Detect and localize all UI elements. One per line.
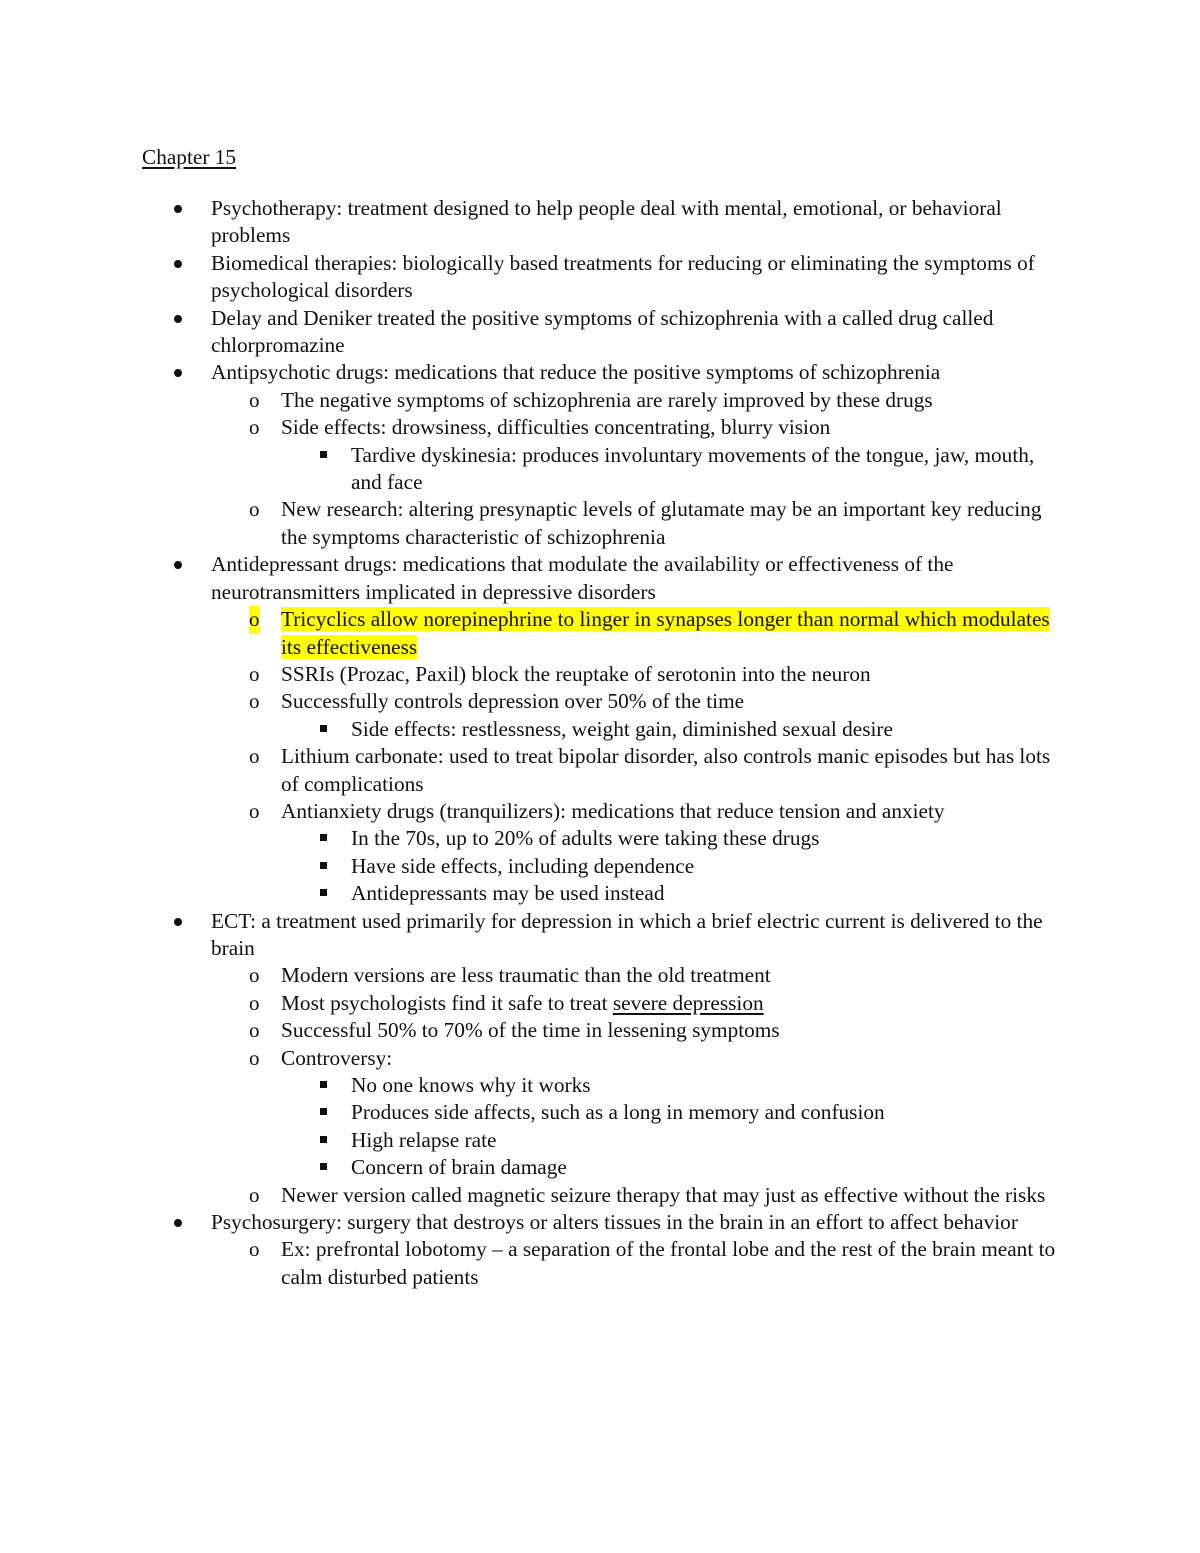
circle-bullet-icon: o xyxy=(249,606,260,633)
sub-sub-item xyxy=(281,880,1060,907)
bullet-icon xyxy=(174,315,182,323)
bullet-icon xyxy=(174,205,182,213)
square-bullet-icon xyxy=(320,862,327,869)
sub-item xyxy=(211,414,1060,496)
circle-bullet-icon: o xyxy=(249,744,260,769)
item-text: Modern versions are less traumatic than the old treatment xyxy=(281,963,771,988)
square-bullet-icon xyxy=(320,889,327,896)
sub-item xyxy=(211,1182,1060,1209)
item-text: New research: altering presynaptic levels of glutamate may be an important key reducing the symptoms characteristic of schizophrenia xyxy=(281,497,1042,549)
item-text: Antipsychotic drugs: medications that reduce the positive symptoms of schizophrenia xyxy=(211,360,941,385)
item-text: Ex: prefrontal lobotomy – a separation of the frontal lobe and the rest of the brain meant to calm disturbed patients xyxy=(281,1237,1056,1289)
item-text: Antidepressants may be used instead xyxy=(351,881,665,906)
circle-bullet-icon: o xyxy=(249,798,260,823)
sub-sub-item xyxy=(281,1127,1060,1154)
item-text: Biomedical therapies: biologically based treatments for reducing or eliminating the symptoms of psychological disorders xyxy=(211,250,1035,303)
bullet-icon xyxy=(174,918,182,926)
item-text: Delay and Deniker treated the positive symptoms of schizophrenia with a called drug called chlorpromazine xyxy=(211,305,994,358)
bullet-icon xyxy=(174,369,182,377)
circle-bullet-icon: o xyxy=(249,415,260,440)
item-text: Lithium carbonate: used to treat bipolar disorder, also controls manic episodes but has lots of complications xyxy=(281,744,1051,796)
square-bullet-icon xyxy=(320,834,327,841)
sub-list xyxy=(211,387,1060,551)
sub-item xyxy=(211,962,1060,989)
item-text: Tardive dyskinesia: produces involuntary movements of the tongue, jaw, mouth, and face xyxy=(351,442,1035,495)
item-text: Psychosurgery: surgery that destroys or alters tissues in the brain in an effort to affect behavior xyxy=(211,1210,1018,1235)
square-bullet-icon xyxy=(320,725,327,732)
sub-item xyxy=(211,496,1060,551)
circle-bullet-icon: o xyxy=(249,689,260,714)
sub-sub-item xyxy=(281,825,1060,852)
item-text: Side effects: drowsiness, difficulties concentrating, blurry vision xyxy=(281,415,831,440)
list-item xyxy=(0,908,1200,1209)
item-text: Successful 50% to 70% of the time in lessening symptoms xyxy=(281,1018,780,1043)
circle-bullet-icon: o xyxy=(249,963,260,988)
item-text: Have side effects, including dependence xyxy=(351,853,695,878)
item-text: Psychotherapy: treatment designed to help people deal with mental, emotional, or behavioral problems xyxy=(211,196,1002,248)
square-bullet-icon xyxy=(320,1163,327,1170)
list-item xyxy=(0,305,1200,360)
square-bullet-icon xyxy=(320,1108,327,1115)
item-text: SSRIs (Prozac, Paxil) block the reuptake of serotonin into the neuron xyxy=(281,661,871,686)
sub-item xyxy=(211,606,1060,661)
circle-bullet-icon: o xyxy=(249,1182,260,1207)
item-text: No one knows why it works xyxy=(351,1073,591,1097)
item-text: Produces side affects, such as a long in memory and confusion xyxy=(351,1100,885,1125)
list-item xyxy=(0,359,1200,551)
item-text: In the 70s, up to 20% of adults were taking these drugs xyxy=(351,826,820,851)
item-text: Antianxiety drugs (tranquilizers): medications that reduce tension and anxiety xyxy=(281,798,945,823)
highlighted-text: Tricyclics allow norepinephrine to linger in synapses longer than normal which modulates its effectiveness xyxy=(281,607,1050,659)
bullet-icon xyxy=(174,1219,182,1227)
item-text: The negative symptoms of schizophrenia are rarely improved by these drugs xyxy=(281,387,933,412)
page-title: Chapter 15 xyxy=(142,145,237,169)
square-bullet-icon xyxy=(320,1136,327,1143)
sub-sub-list xyxy=(281,716,1060,743)
sub-item xyxy=(211,688,1060,743)
notes-list xyxy=(0,195,1200,1291)
sub-sub-item xyxy=(281,1154,1060,1181)
sub-sub-item xyxy=(281,853,1060,880)
item-text: Side effects: restlessness, weight gain, diminished sexual desire xyxy=(351,716,893,741)
sub-sub-list xyxy=(281,1072,1060,1182)
item-text: Controversy: xyxy=(281,1045,393,1070)
list-item xyxy=(0,551,1200,907)
item-text: Newer version called magnetic seizure therapy that may just as effective without the risks xyxy=(281,1182,1046,1207)
underlined-text: severe depression xyxy=(612,990,764,1015)
sub-sub-item xyxy=(281,1099,1060,1126)
circle-bullet-icon: o xyxy=(249,661,260,686)
square-bullet-icon xyxy=(320,1081,327,1088)
bullet-icon xyxy=(174,260,182,268)
list-item xyxy=(0,195,1200,250)
item-text: Successfully controls depression over 50% of the time xyxy=(281,689,745,714)
sub-item xyxy=(211,1045,1060,1182)
circle-bullet-icon: o xyxy=(249,497,260,522)
sub-sub-item xyxy=(281,1072,1060,1099)
circle-bullet-icon: o xyxy=(249,990,260,1015)
sub-item xyxy=(211,990,1060,1017)
sub-list xyxy=(211,1236,1060,1291)
sub-list xyxy=(211,962,1060,1209)
item-text: High relapse rate xyxy=(351,1127,497,1152)
sub-item xyxy=(211,1017,1060,1044)
circle-bullet-icon: o xyxy=(249,387,260,412)
circle-bullet-icon: o xyxy=(249,1237,260,1262)
circle-bullet-icon: o xyxy=(249,1018,260,1043)
list-item xyxy=(0,1209,1200,1291)
square-bullet-icon xyxy=(320,451,327,458)
sub-sub-list xyxy=(281,442,1060,497)
sub-item xyxy=(211,1236,1060,1291)
sub-item xyxy=(211,798,1060,908)
sub-item xyxy=(211,743,1060,798)
sub-item xyxy=(211,661,1060,688)
circle-bullet-icon: o xyxy=(249,1045,260,1070)
item-text: Concern of brain damage xyxy=(351,1155,567,1180)
item-text: Antidepressant drugs: medications that modulate the availability or effectiveness of the neurotransmitters implicated in depressive disorders xyxy=(211,552,954,604)
sub-list xyxy=(211,606,1060,907)
list-item xyxy=(0,250,1200,305)
item-text: Most psychologists find it safe to treat xyxy=(281,990,613,1015)
sub-sub-item xyxy=(281,442,1060,497)
sub-item xyxy=(211,387,1060,414)
sub-sub-item xyxy=(281,716,1060,743)
bullet-icon xyxy=(174,561,182,569)
item-text: ECT: a treatment used primarily for depression in which a brief electric current is delivered to the brain xyxy=(211,908,1043,960)
sub-sub-list xyxy=(281,825,1060,907)
